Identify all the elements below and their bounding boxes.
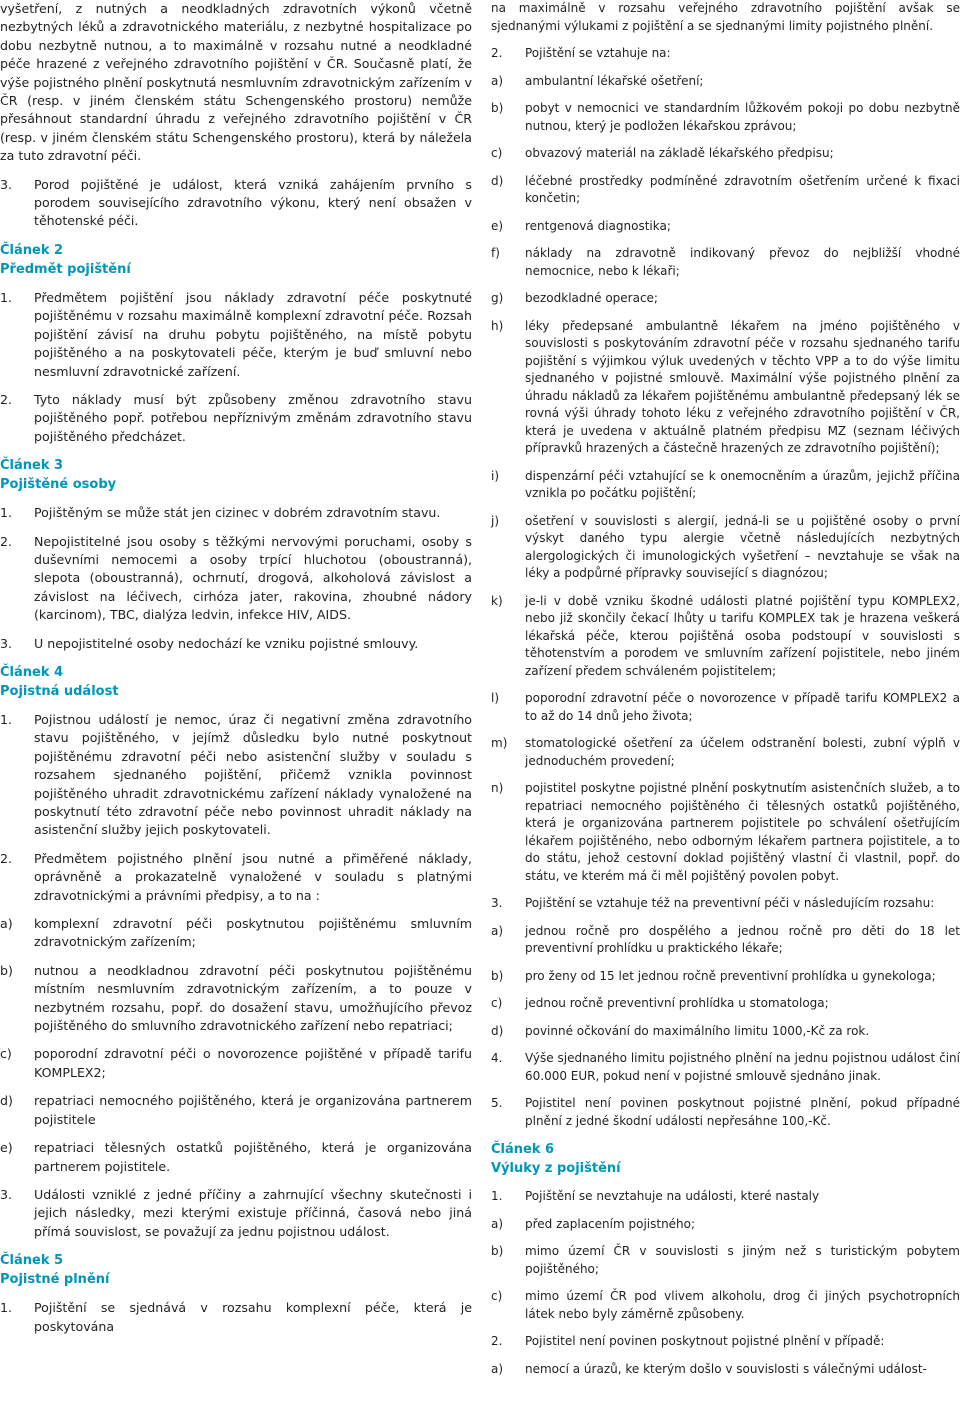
article-number: Článek 2 [0, 242, 64, 258]
item-marker: 1. [0, 289, 13, 305]
item-marker: i) [491, 468, 500, 483]
item-text: jednou ročně pro dospělého a jednou ročně pro děti do 18 let preventivní prohlídku u praktického lékaře; [525, 923, 960, 955]
item-text: léky předepsané ambulantně lékařem na jméno pojištěného v souvislosti s poskytováním zdravotní péče v rozsahu sjednaného tarifu pojištění s výjimkou výluk uvedených v těchto VPP a to do výše limitu sjednaného v pojistné smlouvě. Maximální výše pojistného plnění za úhradu nákladů za lékařem pojištěnému ambulantně předepsaný lék se rovná výši úhrady tohoto léku z veřejného zdravotního pojištění v ČR, která je uvedena v aktuálně platném předpisu MZ (seznam léčivých přípravků hrazených a částečně hrazených ze zdravotního pojištění); [525, 318, 960, 455]
list-item [0, 850, 472, 905]
item-text: mimo území ČR pod vlivem alkoholu, drog či jiných psychotropních látek nebo byly záměrně způsobeny. [525, 1289, 960, 1321]
item-text: nutnou a neodkladnou zdravotní péči poskytnutou pojištěnému místním nesmluvním zdravotnickým zařízením, a to pouze v nezbytném rozsahu, popř. do dosažení stavu, umožňujícího převoz pojištěného do smluvního zdravotnického zařízení nebo repatriaci; [34, 962, 472, 1034]
item-text: povinné očkování do maximálního limitu 1000,-Kč za rok. [525, 1023, 870, 1038]
item-marker: a) [491, 1216, 504, 1231]
item-text: náklady na zdravotně indikovaný převoz do nejbližší vhodné nemocnice, nebo k lékaři; [525, 246, 960, 278]
list-item [491, 218, 960, 236]
item-marker: d) [0, 1093, 13, 1109]
item-text: rentgenová diagnostika; [525, 218, 671, 233]
item-text: na maximálně v rozsahu veřejného zdravotního pojištění avšak se sjednanými výlukami z pojištění a se sjednanými limity pojistného plnění. [491, 1, 960, 33]
item-marker: g) [491, 291, 504, 305]
item-text: Nepojistitelné jsou osoby s těžkými nervovými poruchami, osoby s duševními nemocemi a osoby trpící hluchotou (oboustranná), slepota (oboustranná), ochrnutí, drogová, alkoholová závislost a závislost na léčivech, cirhóza jater, rakovina, zhoubné nádory (karcinom), TBC, dialýza ledvin, infekce HIV, AIDS. [34, 533, 472, 623]
list-item [491, 513, 960, 583]
article-number: Článek 4 [0, 664, 64, 680]
right-column [491, 0, 960, 1388]
list-item [0, 391, 472, 446]
list-item [491, 1216, 960, 1234]
list-item [0, 1139, 472, 1176]
list-item [491, 1023, 960, 1041]
item-marker: m) [491, 736, 508, 750]
paragraph [0, 0, 472, 166]
item-text: Pojistitel není povinen poskytnout pojistné plnění v případě: [525, 1334, 885, 1348]
item-text: mimo území ČR v souvislosti s jiným než s turistickým pobytem pojištěného; [525, 1244, 960, 1276]
article-number: Článek 3 [0, 458, 64, 474]
item-marker: 2. [0, 850, 13, 866]
item-marker: n) [491, 781, 504, 795]
item-text: pobyt v nemocnici ve standardním lůžkovém pokoji po dobu nezbytně nutnou, který je podložen lékařskou zprávou; [525, 101, 960, 133]
item-marker: c) [491, 146, 503, 160]
item-text: poporodní zdravotní péče o novorozence v případě tarifu KOMPLEX2 a to až do 14 dnů jeho života; [525, 691, 960, 723]
list-item [0, 915, 472, 952]
article-title: Výluky z pojištění [491, 1161, 621, 1176]
item-text: Pojistnou událostí je nemoc, úraz či negativní změna zdravotního stavu pojištěného, v jejímž důsledku bylo nutné poskytnout pojištěnému zdravotní péči nebo asistenční služby v souladu s rozsahem sjednaného pojištění, přičemž vznikla povinnost pojištěného uhradit zdravotnickému zařízení náklady vynaložené na poskytnutí této zdravotní péče nebo povinnost uhradit náklady na asistenční služby jejich poskytovateli. [34, 711, 472, 838]
list-item [491, 100, 960, 135]
item-marker: a) [491, 923, 504, 938]
item-marker: 3. [0, 635, 13, 651]
list-item [0, 1186, 472, 1241]
list-item [491, 1361, 960, 1379]
item-text: komplexní zdravotní péči poskytnutou pojištěnému smluvním zdravotnickým zařízením; [34, 916, 472, 950]
item-text: Pojištění se vztahuje na: [525, 46, 671, 60]
item-text: ambulantní lékařské ošetření; [525, 73, 704, 88]
list-item [491, 468, 960, 503]
item-text: Pojištění se sjednává v rozsahu komplexní péče, která je poskytována [34, 1300, 472, 1334]
item-marker: 5. [491, 1096, 503, 1110]
item-marker: 1. [491, 1189, 503, 1203]
item-text: bezodkladné operace; [525, 291, 658, 305]
item-marker: e) [0, 1140, 13, 1156]
item-marker: 1. [0, 1300, 13, 1316]
item-marker: 2. [0, 533, 13, 549]
list-item [491, 1243, 960, 1278]
item-marker: a) [0, 916, 13, 932]
item-text: je-li v době vzniku škodné události platné pojištění typu KOMPLEX2, nebo již skončily čekací lhůty u tarifu KOMPLEX tak je hrazena veškerá lékařská péče, kterou pojištěná osoba podstoupí v souvislosti s těhotenstvím a porodem ve smluvním zařízení pojistitele, nebo jiném zařízení předem schváleném pojistitelem; [525, 593, 960, 678]
item-marker: c) [0, 1046, 12, 1062]
item-marker: a) [491, 73, 504, 88]
list-item [491, 173, 960, 208]
list-item [491, 1288, 960, 1323]
item-text: obvazový materiál na základě lékařského předpisu; [525, 146, 834, 160]
list-item [491, 1333, 960, 1351]
item-text: Události vzniklé z jedné příčiny a zahrnující všechny skutečnosti i jejich následky, mezi kterými existuje příčinná, časová nebo jiná přímá souvislost, se považují za jednu pojistnou událost. [34, 1186, 472, 1239]
list-item [491, 923, 960, 958]
item-marker: 2. [491, 1334, 503, 1348]
item-marker: 2. [491, 46, 503, 60]
item-marker: a) [491, 1361, 504, 1376]
list-item [491, 73, 960, 91]
list-item [0, 635, 472, 653]
item-marker: k) [491, 593, 503, 608]
article-heading [0, 241, 472, 279]
item-marker: e) [491, 218, 504, 233]
article-heading [491, 1140, 960, 1178]
article-number: Článek 5 [0, 1253, 64, 1269]
item-marker: b) [491, 968, 504, 983]
paragraph [491, 0, 960, 35]
article-heading [0, 1251, 472, 1289]
list-item [0, 1299, 472, 1336]
list-item [491, 735, 960, 770]
list-item [491, 995, 960, 1013]
list-item [491, 690, 960, 725]
list-item [491, 145, 960, 163]
item-text: před zaplacením pojistného; [525, 1216, 696, 1231]
item-text: Tyto náklady musí být způsobeny změnou zdravotního stavu pojištěného popř. potřebou nepříznivým změnám zdravotního stavu pojištěného předcházet. [34, 391, 472, 444]
item-marker: h) [491, 318, 504, 333]
item-marker: 1. [0, 505, 13, 521]
item-text: Pojištění se nevztahuje na události, které nastaly [525, 1189, 820, 1203]
item-marker: 3. [0, 176, 13, 192]
item-text: stomatologické ošetření za účelem odstranění bolesti, zubní výplň v jednoduchém provedení; [525, 736, 960, 768]
article-heading [0, 456, 472, 494]
list-item [0, 1045, 472, 1082]
list-item [0, 962, 472, 1036]
article-number: Článek 6 [491, 1142, 555, 1157]
list-item [491, 290, 960, 308]
item-text: Předmětem pojistného plnění jsou nutné a přiměřené náklady, oprávněně a prokazatelně vynaložené v souladu s platnými zdravotnickými a právními předpisy, a to na : [34, 850, 472, 903]
item-text: repatriaci tělesných ostatků pojištěného, která je organizována partnerem pojistitele. [34, 1140, 472, 1174]
list-item [491, 45, 960, 63]
item-text: vyšetření, z nutných a neodkladných zdravotních výkonů včetně nezbytných léků a zdravotnického materiálu, z nezbytné hospitalizace po dobu nezbytně nutnou, a to maximálně v rozsahu nutné a neodkladné péče hrazené z veřejného zdravotního pojištění v ČR. Současně platí, že výše pojistného plnění poskytnutá nesmluvním zdravotnickým zařízením v ČR (resp. v jiném členském státu Schengenského prostoru) nemůže přesáhnout standardní úhradu z veřejného zdravotního pojištění v ČR (resp. v jiném členském státu Schengenského prostoru), která by náležela za tuto zdravotní péči. [0, 1, 472, 164]
list-item [491, 318, 960, 458]
list-item [0, 1092, 472, 1129]
item-marker: c) [491, 996, 503, 1010]
item-text: Předmětem pojištění jsou náklady zdravotní péče poskytnuté pojištěnému v rozsahu maximálně komplexní zdravotní péče. Rozsah pojištění závisí na druhu pobytu pojištěného, na místě pobytu pojištěného a na poskytovateli péče, kterým je buď smluvní nebo nesmluvní zdravotnické zařízení. [34, 289, 472, 379]
item-text: Pojistitel není povinen poskytnout pojistné plnění, pokud případné plnění z jedné škodní události nepřesáhne 100,-Kč. [525, 1096, 960, 1128]
item-text: Výše sjednaného limitu pojistného plnění na jednu pojistnou událost činí 60.000 EUR, pokud není v pojistné smlouvě sjednáno jinak. [525, 1051, 960, 1083]
article-heading [0, 663, 472, 701]
item-marker: 3. [491, 896, 503, 910]
article-title: Pojistná událost [0, 683, 119, 699]
item-text: Pojištění se vztahuje též na preventivní péči v následujícím rozsahu: [525, 896, 935, 910]
item-marker: 1. [0, 711, 13, 727]
item-marker: b) [491, 1244, 504, 1258]
item-text: dispenzární péči vztahující se k onemocněním a úrazům, jejichž příčina vznikla po počátku pojištění; [525, 468, 960, 500]
item-text: ošetření v souvislosti s alergií, jedná-li se u pojištěné osoby o první výskyt daného typu alergie včetně následujících nezbytných alergologických či imunologických vyšetření – nevztahuje se však na léky a podpůrné přípravky související s diagnózou; [525, 513, 960, 580]
item-text: pojistitel poskytne pojistné plnění poskytnutím asistenčních služeb, a to repatriaci nemocného pojištěného či tělesných ostatků pojištěného, která je organizována partnerem pojistitele po schválení ošetřujícím lékařem pojištěného, nebo odborným lékařem partnera pojistitele, a to do státu, jehož cestovní doklad pojištěný vlastní či vlastnil, popř. do státu, ve kterém má či měl pojištěný povolen pobyt. [525, 781, 960, 883]
item-text: jednou ročně preventivní prohlídka u stomatologa; [525, 996, 829, 1010]
item-marker: 3. [0, 1186, 13, 1202]
list-item [491, 780, 960, 885]
list-item [0, 504, 472, 522]
article-title: Pojištěné osoby [0, 477, 117, 493]
item-marker: f) [491, 246, 500, 260]
list-item [0, 711, 472, 840]
item-text: poporodní zdravotní péči o novorozence pojištěné v případě tarifu KOMPLEX2; [34, 1046, 472, 1080]
item-marker: b) [0, 962, 13, 978]
list-item [491, 1095, 960, 1130]
list-item [491, 968, 960, 986]
left-column [0, 0, 472, 1346]
item-marker: d) [491, 173, 504, 188]
list-item [0, 176, 472, 231]
item-text: nemocí a úrazů, ke kterým došlo v souvislosti s válečnými událost- [525, 1361, 927, 1376]
list-item [0, 289, 472, 381]
article-title: Pojistné plnění [0, 1272, 110, 1288]
list-item [491, 593, 960, 681]
item-marker: 4. [491, 1051, 503, 1065]
item-text: repatriaci nemocného pojištěného, která je organizována partnerem pojistitele [34, 1093, 472, 1127]
item-text: léčebné prostředky podmíněné zdravotním ošetřením určené k fixaci končetin; [525, 173, 960, 205]
list-item [491, 245, 960, 280]
article-title: Předmět pojištění [0, 261, 131, 277]
item-marker: l) [491, 691, 500, 705]
item-marker: 2. [0, 391, 13, 407]
item-text: pro ženy od 15 let jednou ročně preventivní prohlídka u gynekologa; [525, 968, 936, 983]
item-text: Pojištěným se může stát jen cizinec v dobrém zdravotním stavu. [34, 505, 441, 521]
list-item [0, 533, 472, 625]
list-item [491, 895, 960, 913]
item-marker: j) [491, 513, 500, 528]
list-item [491, 1188, 960, 1206]
item-marker: d) [491, 1023, 504, 1038]
item-marker: c) [491, 1289, 503, 1303]
item-marker: b) [491, 101, 504, 115]
list-item [491, 1050, 960, 1085]
item-text: U nepojistitelné osoby nedochází ke vzniku pojistné smlouvy. [34, 635, 419, 651]
item-text: Porod pojištěné je událost, která vzniká zahájením prvního s porodem souvisejícího zdravotního výkonu, který není obsažen v těhotenské péči. [34, 176, 472, 229]
